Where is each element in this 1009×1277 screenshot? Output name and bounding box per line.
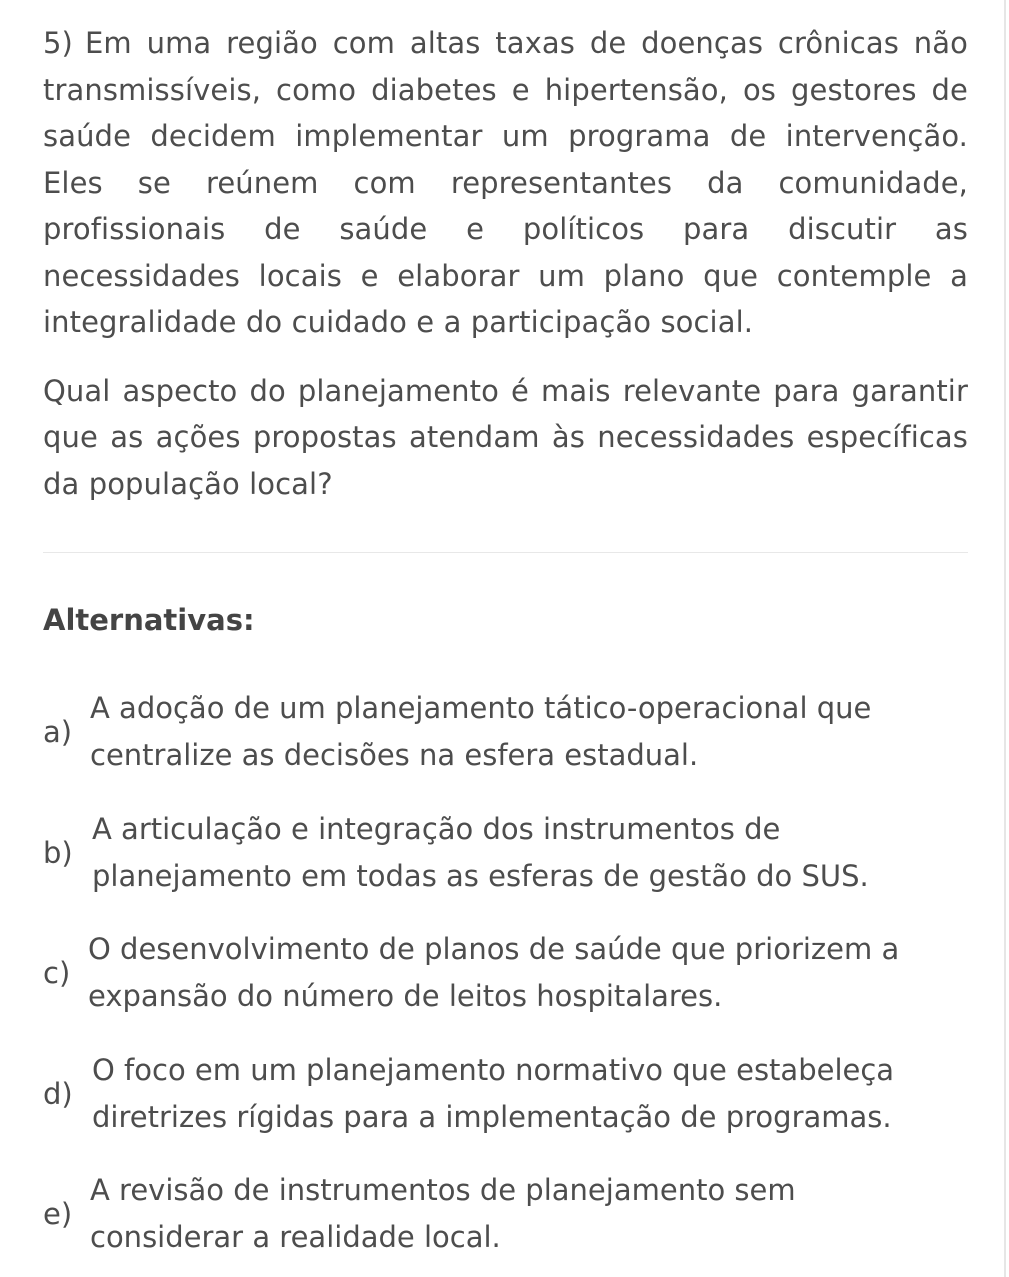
alternative-letter: c): [43, 956, 71, 990]
alternative-a[interactable]: [43, 685, 963, 781]
alternative-text: A revisão de instrumentos de planejamento sem considerar a realidade local.: [90, 1173, 796, 1254]
alternative-text: O desenvolvimento de planos de saúde que priorizem a expansão do número de leitos hospitalares.: [88, 932, 900, 1013]
section-divider: [43, 552, 968, 553]
alternative-e[interactable]: [43, 1167, 963, 1263]
alternatives-heading: Alternativas:: [43, 603, 255, 637]
alternative-letter: e): [43, 1197, 73, 1231]
question-context-text: Em uma região com altas taxas de doenças crônicas não transmissíveis, como diabetes e hipertensão, os gestores de saúde decidem implementar um programa de intervenção. Eles se reúnem com representantes da comunidade, profissionais de saúde e políticos para discutir as necessidades locais e elaborar um plano que contemple a integralidade do cuidado e a participação social.: [43, 26, 968, 339]
alternative-letter: a): [43, 715, 73, 749]
question-prompt: Qual aspecto do planejamento é mais relevante para garantir que as ações propostas atendam às necessidades específicas da população local?: [43, 373, 968, 501]
question-paragraph: [43, 20, 968, 346]
alternative-text: A adoção de um planejamento tático-operacional que centralize as decisões na esfera estadual.: [90, 691, 872, 772]
alternative-letter: b): [43, 836, 73, 870]
alternative-letter: d): [43, 1077, 73, 1111]
question-number: 5): [43, 26, 73, 60]
alternative-c[interactable]: [43, 926, 963, 1022]
alternative-text: A articulação e integração dos instrumentos de planejamento em todas as esferas de gestão do SUS.: [92, 812, 869, 893]
alternative-d[interactable]: [43, 1047, 963, 1143]
alternative-b[interactable]: [43, 806, 963, 902]
question-statement: [43, 20, 968, 507]
alternative-text: O foco em um planejamento normativo que estabeleça diretrizes rígidas para a implementação de programas.: [92, 1053, 895, 1134]
